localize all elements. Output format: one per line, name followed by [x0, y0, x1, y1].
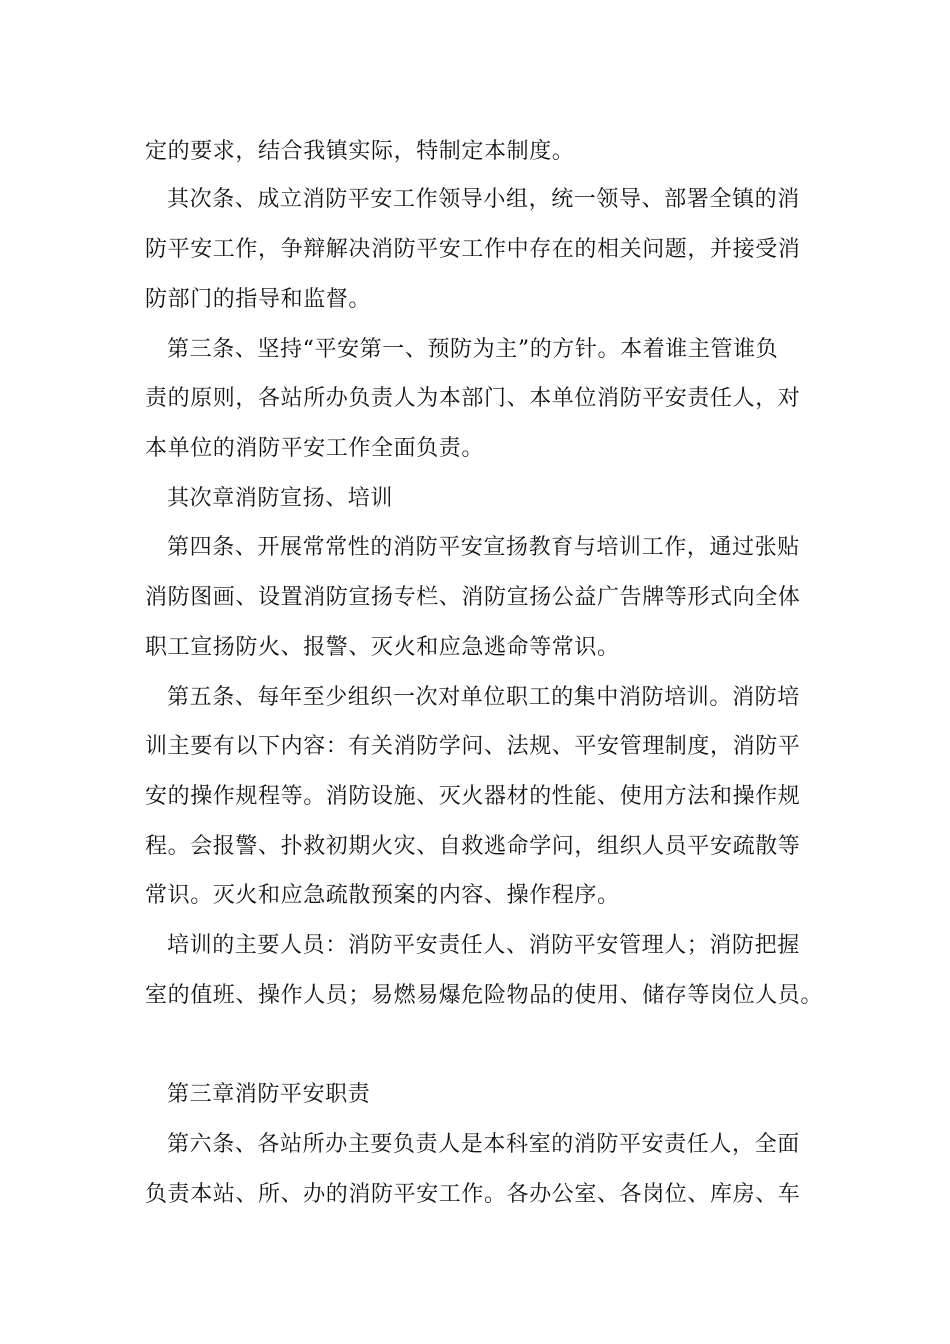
paragraph-article-3-line-3: 本单位的消防平安工作全面负责。 [145, 436, 485, 461]
paragraph-article-5-line-3: 安的操作规程等。消防设施、灭火器材的性能、使用方法和操作规 [145, 784, 801, 809]
paragraph-article-4-line-2: 消防图画、设置消防宣扬专栏、消防宣扬公益广告牌等形式向全体 [145, 585, 801, 610]
paragraph-article-5-line-5: 常识。灭火和应急疏散预案的内容、操作程序。 [145, 883, 620, 908]
paragraph-article-6-line-2: 负责本站、所、办的消防平安工作。各办公室、各岗位、库房、车 [145, 1182, 801, 1207]
paragraph-article-2-line-3: 防部门的指导和监督。 [145, 287, 372, 312]
paragraph-article-5-line-2: 训主要有以下内容：有关消防学问、法规、平安管理制度，消防平 [145, 734, 801, 759]
paragraph-article-2-line-1: 其次条、成立消防平安工作领导小组，统一领导、部署全镇的消 [167, 187, 800, 212]
paragraph-article-3-line-2: 责的原则，各站所办负责人为本部门、本单位消防平安责任人，对 [145, 386, 801, 411]
paragraph-article-2-line-2: 防平安工作，争辩解决消防平安工作中存在的相关问题，并接受消 [145, 237, 801, 262]
paragraph-trainees-line-1: 培训的主要人员：消防平安责任人、消防平安管理人；消防把握 [167, 933, 800, 958]
paragraph-article-6-line-1: 第六条、各站所办主要负责人是本科室的消防平安责任人，全面 [167, 1132, 800, 1157]
paragraph-article-5-line-1: 第五条、每年至少组织一次对单位职工的集中消防培训。消防培 [167, 685, 800, 710]
chapter-3-heading: 第三章消防平安职责 [167, 1082, 371, 1107]
paragraph-article-4-line-3: 职工宣扬防火、报警、灭火和应急逃命等常识。 [145, 635, 620, 660]
paragraph-article-5-line-4: 程。会报警、扑救初期火灾、自救逃命学问，组织人员平安疏散等 [145, 834, 801, 859]
paragraph-trainees-line-2: 室的值班、操作人员；易燃易爆危险物品的使用、储存等岗位人员。 [145, 983, 824, 1008]
paragraph-article-3-line-1: 第三条、坚持“平安第一、预防为主”的方针。本着谁主管谁负 [167, 337, 779, 362]
paragraph-article-4-line-1: 第四条、开展常常性的消防平安宣扬教育与培训工作，通过张贴 [167, 535, 800, 560]
chapter-2-heading: 其次章消防宣扬、培训 [167, 486, 394, 511]
text-line-1: 定的要求，结合我镇实际，特制定本制度。 [145, 139, 575, 164]
